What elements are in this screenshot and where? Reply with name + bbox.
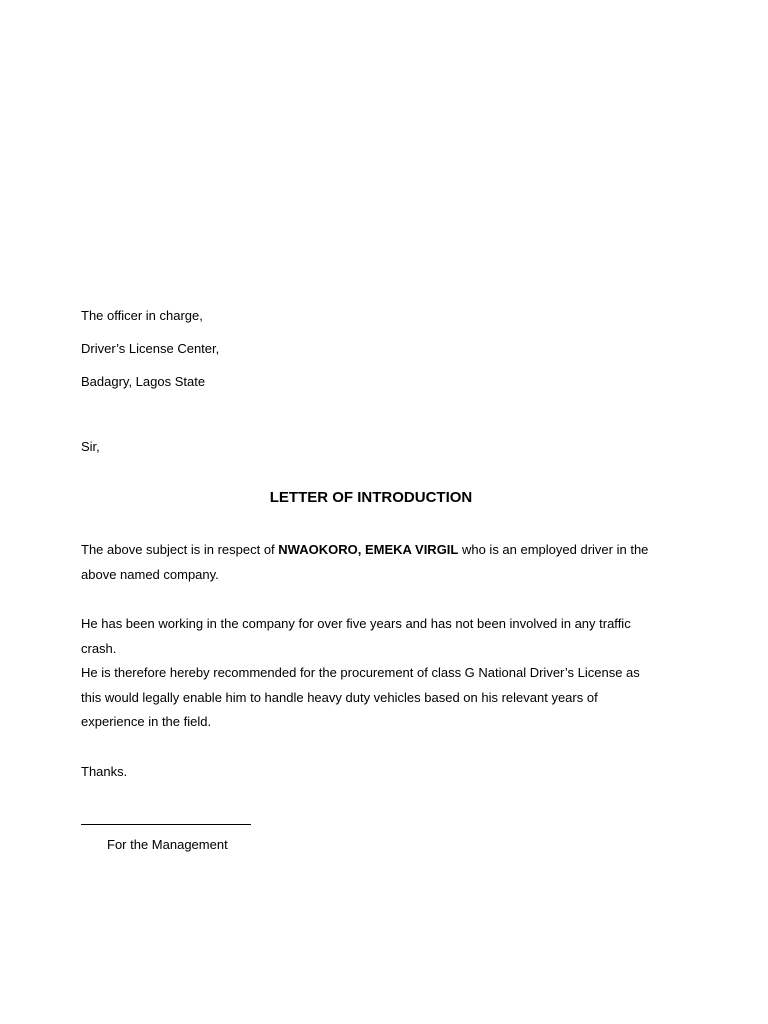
signature-caption: For the Management (107, 837, 228, 852)
paragraph-1-after: who is an employed driver in the above named company. (81, 542, 649, 582)
paragraph-2: He has been working in the company for over five years and has not been involved in any traffic crash. (81, 616, 631, 656)
closing: Thanks. (81, 764, 128, 779)
recipient-line-1: The officer in charge, (81, 308, 203, 323)
salutation: Sir, (81, 439, 100, 454)
paragraph-1-before: The above subject is in respect of (81, 542, 279, 557)
recipient-line-2: Driver’s License Center, (81, 341, 220, 356)
signature-line (81, 824, 251, 825)
employee-name: NWAOKORO, EMEKA VIRGIL (278, 542, 459, 557)
letter-title: LETTER OF INTRODUCTION (269, 489, 473, 506)
paragraph-3: He is therefore hereby recommended for the procurement of class G National Driver’s License as this would legally enable him to handle heavy duty vehicles based on his relevant years of experience in the field. (81, 665, 640, 730)
paragraph-1 (81, 538, 651, 587)
recipient-line-3: Badagry, Lagos State (81, 374, 206, 389)
